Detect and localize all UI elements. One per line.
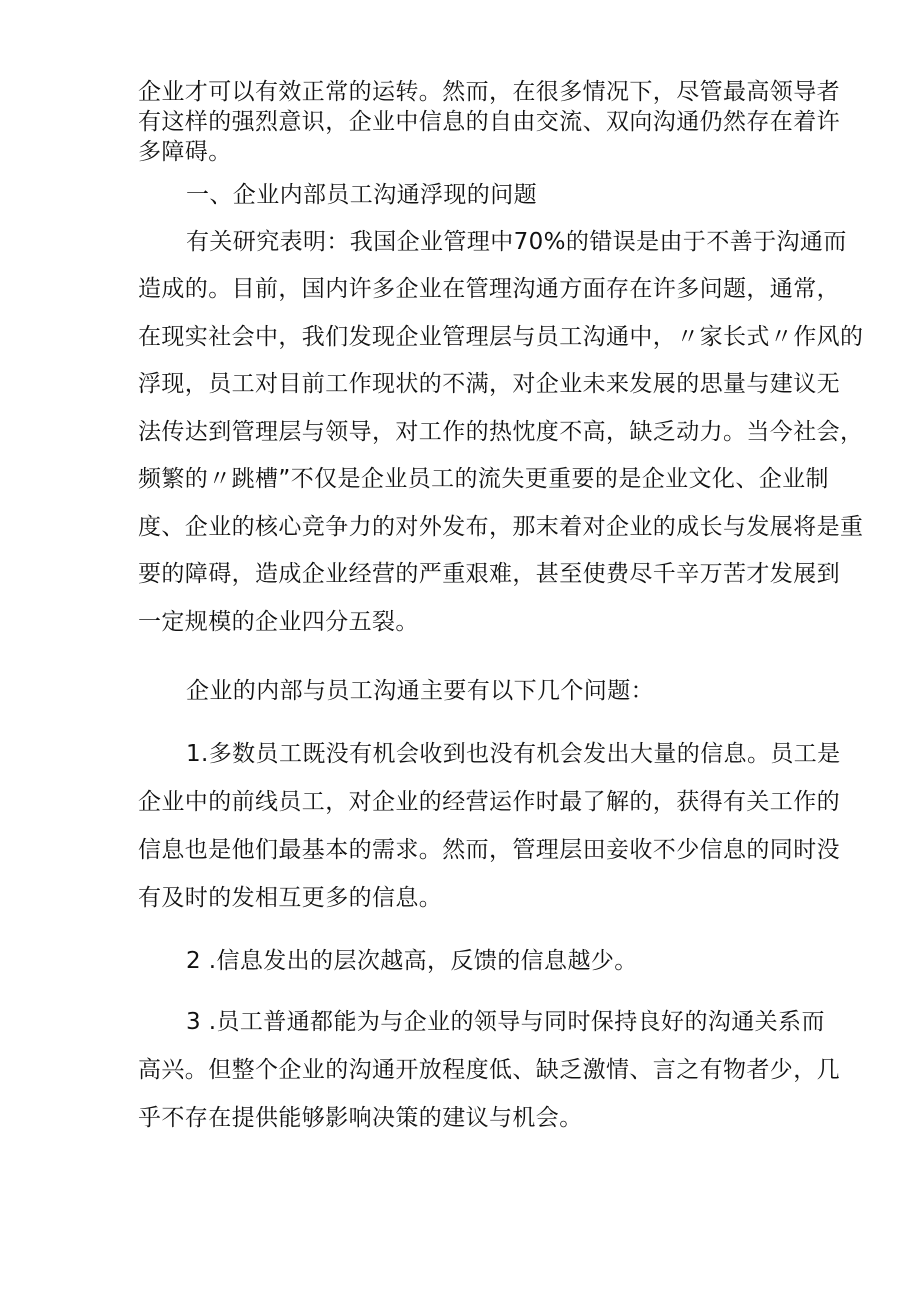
text-line: 浮现，员工对目前工作现状的不满，对企业未来发展的思量与建议无 — [138, 371, 840, 397]
text-line: 多障碍。 — [138, 139, 232, 165]
text-line: 造成的。目前，国内许多企业在管理沟通方面存在许多问题，通常， — [138, 276, 840, 302]
text-line: 法传达到管理层与领导，对工作的热忱度不高，缺乏动力。当今社会， — [138, 419, 864, 445]
list-item-1-line: 1.多数员工既没有机会收到也没有机会发出大量的信息。员工是 — [186, 741, 841, 767]
section-heading: 一、企业内部员工沟通浮现的问题 — [186, 182, 537, 208]
text-line: 有这样的强烈意识，企业中信息的自由交流、双向沟通仍然存在着许 — [138, 109, 840, 135]
text-line: 要的障碍，造成企业经营的严重艰难，甚至使费尽千辛万苦才发展到 — [138, 561, 840, 587]
text-line: 在现实社会中，我们发现企业管理层与员工沟通中，〃家长式〃作风的 — [138, 324, 864, 350]
text-line: 有关研究表明：我国企业管理中70%的错误是由于不善于沟通而 — [186, 229, 847, 255]
list-intro: 企业的内部与员工沟通主要有以下几个问题： — [186, 678, 654, 704]
list-item-2-line: 2 .信息发出的层次越高，反馈的信息越少。 — [186, 948, 638, 974]
text-line: 度、企业的核心竞争力的对外发布，那末着对企业的成长与发展将是重 — [138, 514, 864, 540]
list-item-1-line: 企业中的前线员工，对企业的经营运作时最了解的，获得有关工作的 — [138, 789, 840, 815]
list-item-3-line: 高兴。但整个企业的沟通开放程度低、缺乏激情、言之有物者少，几 — [138, 1057, 840, 1083]
text-line: 频繁的〃跳槽”不仅是企业员工的流失更重要的是企业文化、企业制 — [138, 466, 829, 492]
list-item-3-line: 3 .员工普通都能为与企业的领导与同时保持良好的沟通关系而 — [186, 1009, 825, 1035]
list-item-1-line: 有及时的发相互更多的信息。 — [138, 885, 443, 911]
text-line: 一定规模的企业四分五裂。 — [138, 609, 419, 635]
list-item-1-line: 信息也是他们最基本的需求。然而，管理层田妾收不少信息的同时没 — [138, 837, 840, 863]
list-item-3-line: 乎不存在提供能够影响决策的建议与机会。 — [138, 1105, 583, 1131]
text-line: 企业才可以有效正常的运转。然而，在很多情况下，尽管最高领导者 — [138, 79, 840, 105]
